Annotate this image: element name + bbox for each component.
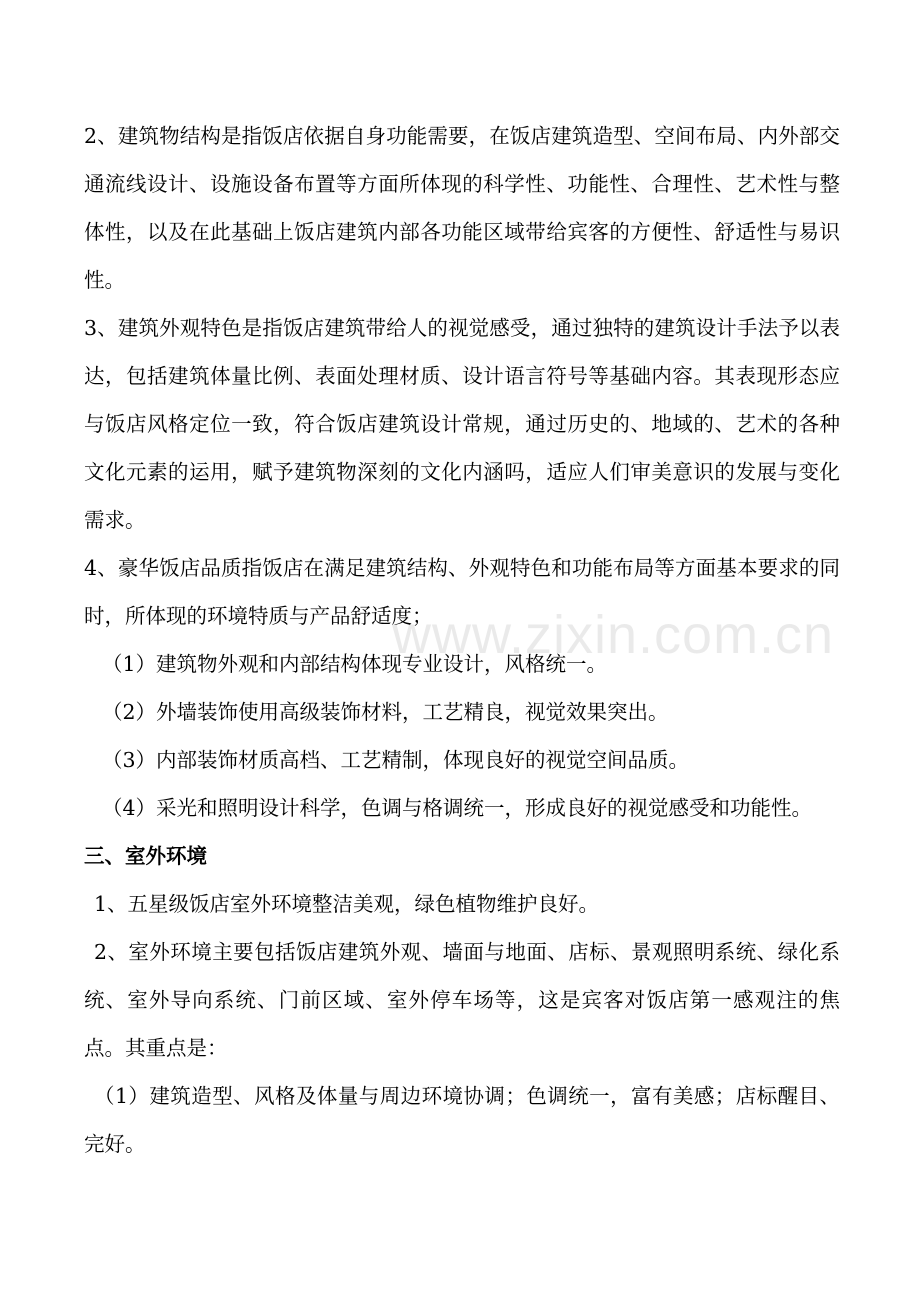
list-item-1: （1）建筑物外观和内部结构体现专业设计，风格统一。	[102, 652, 608, 676]
paragraph-3: 3、建筑外观特色是指饭店建筑带给人的视觉感受，通过独特的建筑设计手法予以表达，包括建筑体量比例、表面处理材质、设计语言符号等基础内容。其表现形态应与饭店风格定位一致，符合饭店建筑设计常规，通过历史的、地域的、艺术的各种文化元素的运用，赋予建筑物深刻的文化内涵吗，适应人们审美意识的发展与变化需求。	[84, 316, 840, 532]
paragraph-4: 4、豪华饭店品质指饭店在满足建筑结构、外观特色和功能布局等方面基本要求的同时，所体现的环境特质与产品舒适度；	[84, 556, 840, 628]
list-item-2: （2）外墙装饰使用高级装饰材料，工艺精良，视觉效果突出。	[102, 700, 669, 724]
outdoor-subitem-1: （1）建筑造型、风格及体量与周边环境协调；色调统一，富有美感；店标醒目、完好。	[84, 1084, 840, 1156]
list-item-4: （4）采光和照明设计科学，色调与格调统一，形成良好的视觉感受和功能性。	[102, 796, 813, 820]
outdoor-paragraph-2: 2、室外环境主要包括饭店建筑外观、墙面与地面、店标、景观照明系统、绿化系统、室外导向系统、门前区域、室外停车场等，这是宾客对饭店第一感观注的焦点。其重点是：	[84, 940, 840, 1060]
outdoor-paragraph-1: 1、五星级饭店室外环境整洁美观，绿色植物维护良好。	[94, 892, 600, 916]
section-heading: 三、室外环境	[84, 844, 207, 868]
watermark: www.zixin.com.cn	[392, 605, 835, 665]
list-item-3: （3）内部装饰材质高档、工艺精制，体现良好的视觉空间品质。	[102, 748, 690, 772]
paragraph-2: 2、建筑物结构是指饭店依据自身功能需要，在饭店建筑造型、空间布局、内外部交通流线设计、设施设备布置等方面所体现的科学性、功能性、合理性、艺术性与整体性，以及在此基础上饭店建筑内部各功能区域带给宾客的方便性、舒适性与易识性。	[84, 124, 840, 292]
